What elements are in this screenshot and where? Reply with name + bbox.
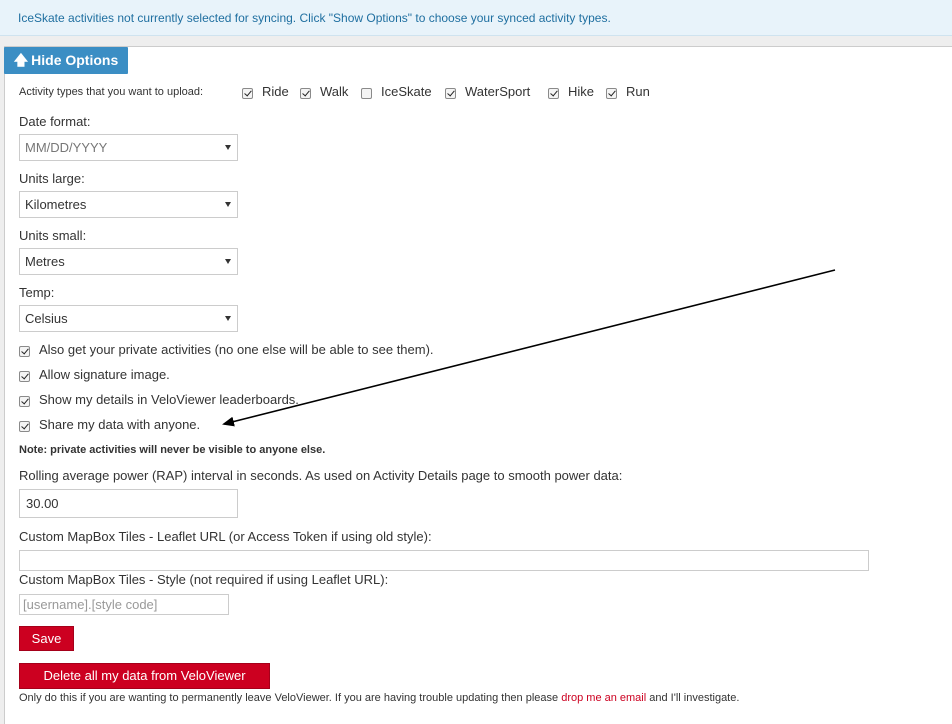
private-note: Note: private activities will never be visible to anyone else. xyxy=(19,444,326,456)
label-iceskate: IceSkate xyxy=(381,84,432,99)
sync-notice: IceSkate activities not currently selected for syncing. Click "Show Options" to choose your synced activity types. xyxy=(0,0,952,36)
mapbox-url-label: Custom MapBox Tiles - Leaflet URL (or Access Token if using old style): xyxy=(19,529,432,544)
units-small-label: Units small: xyxy=(19,228,87,243)
label-share-data: Share my data with anyone. xyxy=(39,417,201,432)
temp-value: Celsius xyxy=(25,311,68,326)
mapbox-url-input[interactable] xyxy=(19,550,869,571)
date-format-label: Date format: xyxy=(19,114,91,129)
save-button[interactable]: Save xyxy=(19,626,74,651)
rap-label: Rolling average power (RAP) interval in seconds. As used on Activity Details page to smooth power data: xyxy=(19,468,623,483)
label-walk: Walk xyxy=(320,84,349,99)
date-format-value: MM/DD/YYYY xyxy=(25,140,108,155)
footer-text-before: Only do this if you are wanting to permanently leave VeloViewer. If you are having trouble updating then please xyxy=(19,692,562,704)
units-large-value: Kilometres xyxy=(25,197,87,212)
label-watersport: WaterSport xyxy=(465,84,531,99)
label-hike: Hike xyxy=(568,84,595,99)
label-private-activities: Also get your private activities (no one else will be able to see them). xyxy=(39,342,434,357)
label-ride: Ride xyxy=(262,84,289,99)
label-signature-image: Allow signature image. xyxy=(39,367,170,382)
rap-input[interactable]: 30.00 xyxy=(19,489,238,518)
mapbox-style-label: Custom MapBox Tiles - Style (not required if using Leaflet URL): xyxy=(19,572,389,587)
footer-text xyxy=(19,692,739,704)
label-run: Run xyxy=(626,84,650,99)
delete-data-button[interactable]: Delete all my data from VeloViewer xyxy=(19,663,270,689)
temp-label: Temp: xyxy=(19,285,55,300)
mapbox-style-input[interactable]: [username].[style code] xyxy=(19,594,229,615)
footer-text-after: and I'll investigate. xyxy=(646,692,740,704)
hide-options-label: Hide Options xyxy=(31,52,119,68)
units-small-value: Metres xyxy=(25,254,65,269)
label-leaderboards: Show my details in VeloViewer leaderboards. xyxy=(39,392,299,407)
arrow-up-icon: 🡅 xyxy=(13,52,29,68)
units-large-label: Units large: xyxy=(19,171,85,186)
email-link[interactable]: drop me an email xyxy=(561,692,647,704)
activity-types-label: Activity types that you want to upload: xyxy=(19,86,204,98)
